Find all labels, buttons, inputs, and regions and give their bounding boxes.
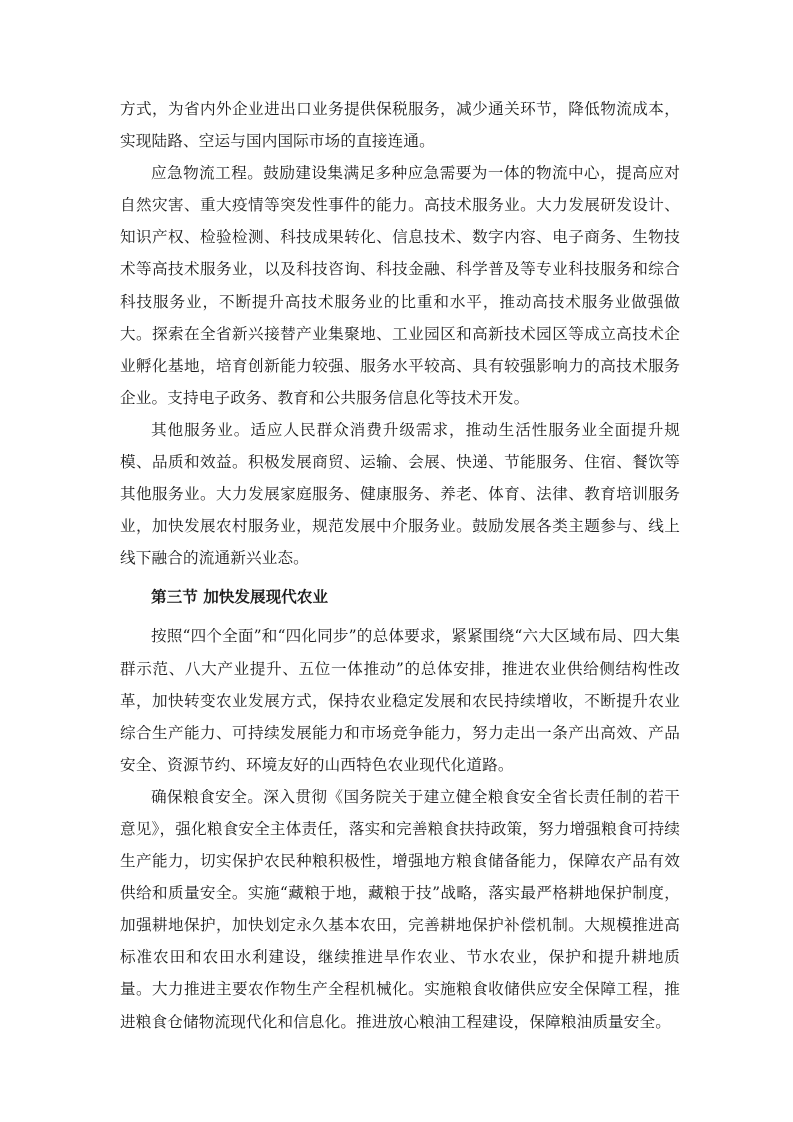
paragraph-modern-agriculture: 按照“四个全面”和“四化同步”的总体要求，紧紧围绕“六大区域布局、四大集群示范、八大产业提升、五位一体推动”的总体安排，推进农业供给侧结构性改革，加快转变农业发展方式，保持农业稳定发展和农民持续增收，不断提升农业综合生产能力、可持续发展能力和市场竞争能力，努力走出一条产出高效、产品安全、资源节约、环境友好的山西特色农业现代化道路。 [120,627,680,774]
paragraph-bonded-logistics: 方式，为省内外企业进出口业务提供保税服务，减少通关环节，降低物流成本，实现陆路、空运与国内国际市场的直接连通。 [120,100,680,151]
paragraph-food-security: 确保粮食安全。深入贯彻《国务院关于建立健全粮食安全省长责任制的若干意见》，强化粮食安全主体责任，落实和完善粮食扶持政策，努力增强粮食可持续生产能力，切实保护农民种粮积极性，增强地方粮食储备能力，保障农产品有效供给和质量安全。实施“藏粮于地，藏粮于技”战略，落实最严格耕地保护制度，加强耕地保护，加快划定永久基本农田，完善耕地保护补偿机制。大规模推进高标准农田和农田水利建设，继续推进旱作农业、节水农业，保护和提升耕地质量。大力推进主要农作物生产全程机械化。实施粮食收储供应安全保障工程，推进粮食仓储物流现代化和信息化。推进放心粮油工程建设，保障粮油质量安全。 [120,787,680,1031]
paragraph-emergency-logistics-high-tech: 应急物流工程。鼓励建设集满足多种应急需要为一体的物流中心，提高应对自然灾害、重大疫情等突发性事件的能力。高技术服务业。大力发展研发设计、知识产权、检验检测、科技成果转化、信息技术、数字内容、电子商务、生物技术等高技术服务业，以及科技咨询、科技金融、科学普及等专业科技服务和综合科技服务业，不断提升高技术服务业的比重和水平，推动高技术服务业做强做大。探索在全省新兴接替产业集聚地、工业园区和高新技术园区等成立高技术企业孵化基地，培育创新能力较强、服务水平较高、具有较强影响力的高技术服务企业。支持电子政务、教育和公共服务信息化等技术开发。 [120,164,680,407]
paragraph-other-services: 其他服务业。适应人民群众消费升级需求，推动生活性服务业全面提升规模、品质和效益。积极发展商贸、运输、会展、快递、节能服务、住宿、餐饮等其他服务业。大力发展家庭服务、健康服务、养老、体育、法律、教育培训服务业，加快发展农村服务业，规范发展中介服务业。鼓励发展各类主题参与、线上线下融合的流通新兴业态。 [120,420,680,568]
section-heading: 第三节 加快发展现代农业 [151,588,328,607]
